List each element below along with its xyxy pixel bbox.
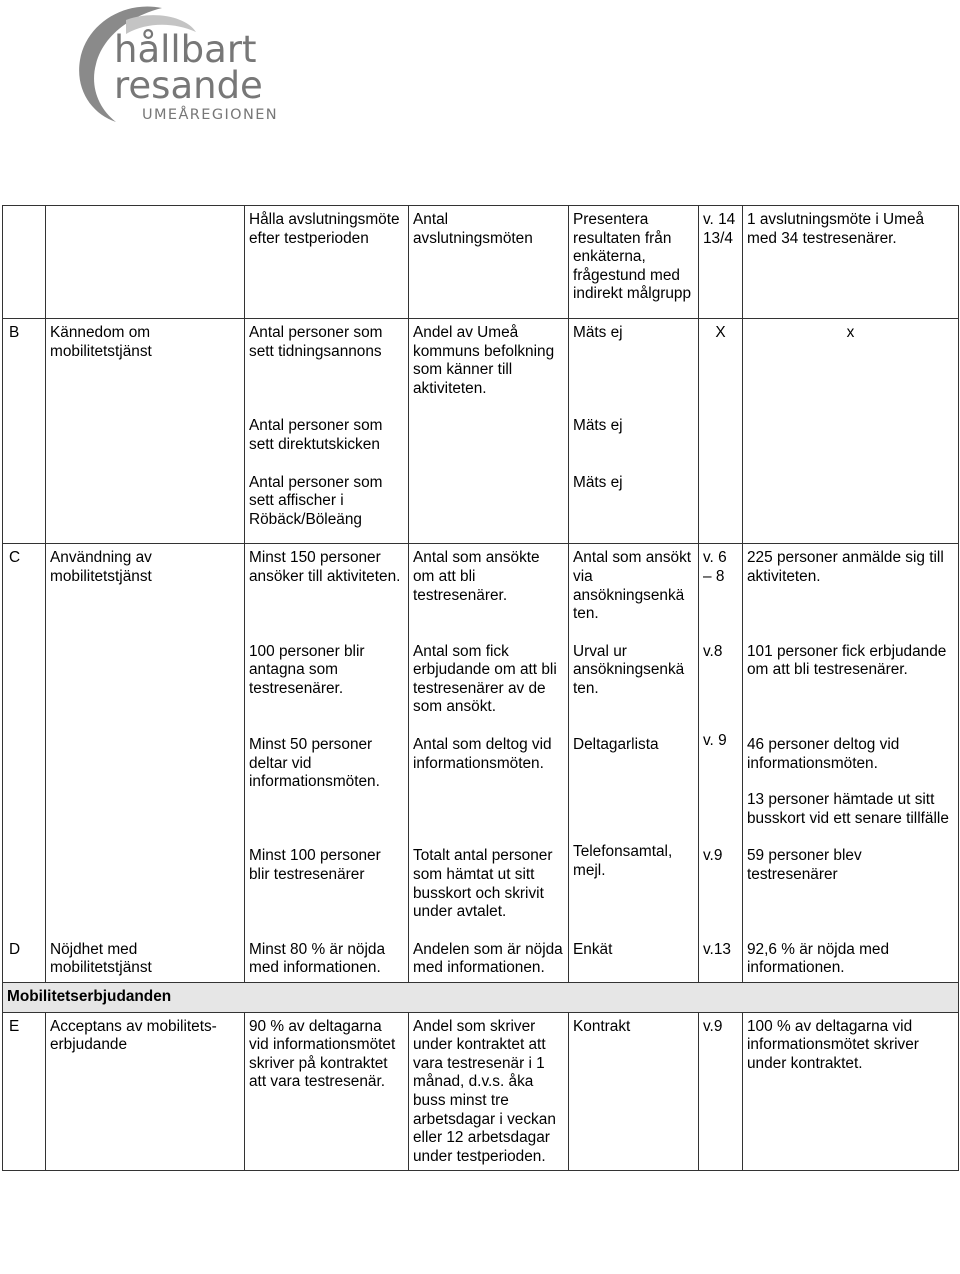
result-cell: 59 personer blev testresenärer (743, 842, 959, 935)
indicator-cell: Andel som skriver under kontraktet att vara testresenär i 1 månad, d.v.s. åka buss minst tre arbetsdagar i veckan eller 12 arbetsdagar under testperioden. (409, 1012, 569, 1171)
when-cell (699, 731, 743, 842)
method-cell: Kontrakt (569, 1012, 699, 1171)
method-text: Telefonsamtal, mejl. (573, 843, 673, 880)
result-text: 46 personer deltog vid informationsmöten. (747, 736, 900, 772)
indicator-cell: Totalt antal personer som hämtat ut sitt busskort och skrivit under avtalet. (409, 842, 569, 935)
when-cell: v. 6 – 8 (699, 544, 743, 638)
area-cell: Kännedom om mobilitetstjänst (46, 318, 245, 412)
method-cell: Presentera resultaten från enkäterna, frågestund med indirekt målgrupp (569, 206, 699, 319)
area-cell: Användning av mobilitetstjänst (46, 544, 245, 638)
indicator-cell: Andel av Umeå kommuns befolkning som känner till aktiviteten. (409, 318, 569, 412)
table-row (3, 544, 959, 638)
when-text: v. 9 (703, 732, 727, 750)
method-cell: Urval ur ansökningsenkä ten. (569, 638, 699, 731)
result-cell: 225 personer anmälde sig till aktiviteten. (743, 544, 959, 638)
row-code: E (3, 1012, 46, 1171)
result-note: 13 personer hämtade ut sitt busskort vid ett senare tillfälle (747, 791, 949, 827)
result-cell: 100 % av deltagarna vid informationsmötet skriver under kontraktet. (743, 1012, 959, 1171)
goal-cell: 90 % av deltagarna vid informationsmötet skriver på kontraktet att vara testresenär. (245, 1012, 409, 1171)
evaluation-table (2, 205, 959, 1171)
table-row (3, 731, 959, 842)
when-cell: v.9 (699, 1012, 743, 1171)
goal-cell: Hålla avslutningsmöte efter testperioden (245, 206, 409, 319)
table-row (3, 936, 959, 983)
logo-line1: hållbart (114, 28, 257, 71)
method-cell: Mäts ej (569, 318, 699, 412)
goal-cell: Minst 150 personer ansöker till aktiviteten. (245, 544, 409, 638)
goal-cell: Antal personer som sett tidningsannons (245, 318, 409, 412)
row-code: D (3, 936, 46, 983)
goal-cell: Minst 100 personer blir testresenärer (245, 842, 409, 935)
table-row (3, 469, 959, 544)
goal-cell: Minst 80 % är nöjda med informationen. (245, 936, 409, 983)
area-cell: Acceptans av mobilitets-erbjudande (46, 1012, 245, 1171)
goal-cell: Minst 50 personer deltar vid informationsmöten. (245, 731, 409, 842)
table-row (3, 206, 959, 319)
method-cell: Deltagarlista (569, 731, 699, 842)
table-row (3, 842, 959, 935)
indicator-cell: Antal som fick erbjudande om att bli testresenärer av de som ansökt. (409, 638, 569, 731)
when-cell: v. 14 13/4 (699, 206, 743, 319)
indicator-cell: Antal som ansökte om att bli testresenärer. (409, 544, 569, 638)
goal-cell: Antal personer som sett affischer i Röbäck/Böleäng (245, 469, 409, 544)
row-code: C (3, 544, 46, 638)
area-cell: Nöjdhet med mobilitetstjänst (46, 936, 245, 983)
when-cell: v.13 (699, 936, 743, 983)
row-code: B (3, 318, 46, 412)
indicator-cell: Andelen som är nöjda med informationen. (409, 936, 569, 983)
goal-cell: 100 personer blir antagna som testresenärer. (245, 638, 409, 731)
table-row (3, 1012, 959, 1171)
when-cell: v.9 (699, 842, 743, 935)
indicator-cell: Antal avslutningsmöten (409, 206, 569, 319)
method-cell: Enkät (569, 936, 699, 983)
method-cell: Antal som ansökt via ansökningsenkä ten. (569, 544, 699, 638)
goal-cell: Antal personer som sett direktutskicken (245, 412, 409, 468)
method-cell: Mäts ej (569, 412, 699, 468)
logo-region: UMEÅREGIONEN (142, 107, 279, 123)
result-cell: x (743, 318, 959, 412)
result-cell (743, 731, 959, 842)
when-cell: X (699, 318, 743, 412)
table-row (3, 412, 959, 468)
result-cell: 92,6 % är nöjda med informationen. (743, 936, 959, 983)
result-cell: 1 avslutningsmöte i Umeå med 34 testresenärer. (743, 206, 959, 319)
result-cell: 101 personer fick erbjudande om att bli testresenärer. (743, 638, 959, 731)
hallbart-resande-logo (66, 2, 316, 130)
method-cell: Mäts ej (569, 469, 699, 544)
when-cell: v.8 (699, 638, 743, 731)
logo-line2: resande (114, 64, 263, 107)
table-row (3, 318, 959, 412)
table-row (3, 638, 959, 731)
section-heading: Mobilitetserbjudanden (3, 983, 959, 1013)
section-row (3, 983, 959, 1013)
indicator-cell: Antal som deltog vid informationsmöten. (409, 731, 569, 842)
method-cell (569, 842, 699, 935)
